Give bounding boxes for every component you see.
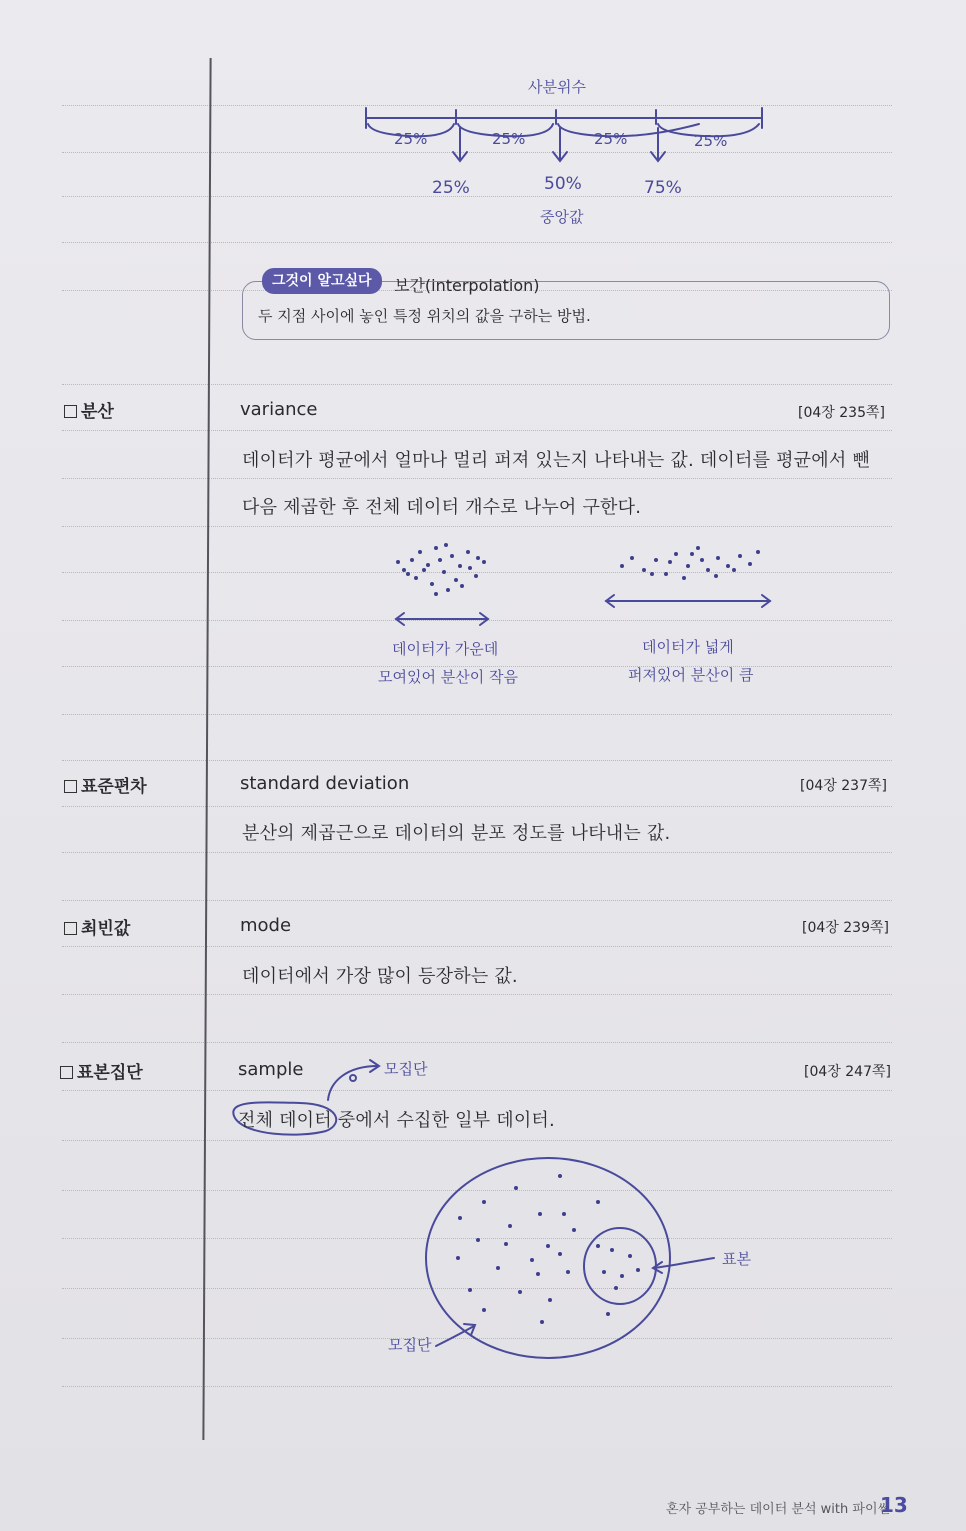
definition-line: 데이터가 평균에서 얼마나 멀리 퍼져 있는지 나타내는 값. 데이터를 평균에서 뺀 bbox=[242, 450, 870, 471]
quartile-segment: 25% bbox=[492, 130, 526, 148]
population-dots bbox=[456, 1174, 640, 1324]
page-ref: [04장 235쪽] bbox=[798, 405, 885, 421]
narrow-caption: 데이터가 가운데 bbox=[392, 640, 499, 658]
definition-line: 분산의 제곱근으로 데이터의 분포 정도를 나타내는 값. bbox=[242, 823, 671, 844]
checkbox-icon bbox=[64, 405, 77, 418]
definition-line: 전체 데이터 중에서 수집한 일부 데이터. bbox=[238, 1110, 555, 1131]
quartile-segment: 25% bbox=[694, 132, 728, 150]
checkbox-icon bbox=[64, 922, 77, 935]
english-term: standard deviation bbox=[240, 773, 410, 794]
wide-caption: 데이터가 넓게 bbox=[642, 638, 734, 656]
english-term: variance bbox=[240, 399, 318, 420]
checkbox-icon bbox=[60, 1066, 73, 1079]
definition-line: 다음 제곱한 후 전체 데이터 개수로 나누어 구한다. bbox=[242, 497, 642, 518]
narrow-caption: 모여있어 분산이 작음 bbox=[378, 668, 518, 686]
population-label: 모집단 bbox=[388, 1336, 432, 1354]
quartile-marker: 50% bbox=[544, 174, 582, 194]
quartile-segment: 25% bbox=[594, 130, 628, 148]
checkbox-icon bbox=[64, 780, 77, 793]
quartile-title: 사분위수 bbox=[528, 78, 586, 96]
term-sample: 표본집단 bbox=[60, 1058, 143, 1083]
book-title-footer: 혼자 공부하는 데이터 분석 with 파이썬 bbox=[666, 1502, 891, 1517]
quartile-marker: 25% bbox=[432, 178, 470, 198]
english-term: sample bbox=[238, 1059, 304, 1080]
page-ref: [04장 237쪽] bbox=[800, 778, 887, 794]
population-arrow-label: 모집단 bbox=[384, 1060, 428, 1078]
narrow-cluster bbox=[396, 543, 486, 596]
quartile-segment: 25% bbox=[394, 130, 428, 148]
definition-line: 데이터에서 가장 많이 등장하는 값. bbox=[242, 966, 518, 987]
median-label: 중앙값 bbox=[540, 208, 584, 226]
note-tag: 그것이 알고싶다 bbox=[262, 268, 382, 294]
note-text: 두 지점 사이에 놓인 특정 위치의 값을 구하는 방법. bbox=[258, 307, 591, 325]
page-ref: [04장 239쪽] bbox=[802, 920, 889, 936]
note-title: 보간(interpolation) bbox=[394, 276, 540, 295]
page-ref: [04장 247쪽] bbox=[804, 1064, 891, 1080]
term-mode: 최빈값 bbox=[64, 914, 130, 939]
quartile-marker: 75% bbox=[644, 178, 682, 198]
page-number: 13 bbox=[880, 1493, 908, 1517]
wide-cluster bbox=[620, 546, 760, 580]
wide-caption: 퍼져있어 분산이 큼 bbox=[628, 666, 754, 684]
sample-label: 표본 bbox=[722, 1250, 751, 1268]
term-variance: 분산 bbox=[64, 397, 114, 422]
term-standard-deviation: 표준편차 bbox=[64, 772, 147, 797]
english-term: mode bbox=[240, 915, 292, 936]
